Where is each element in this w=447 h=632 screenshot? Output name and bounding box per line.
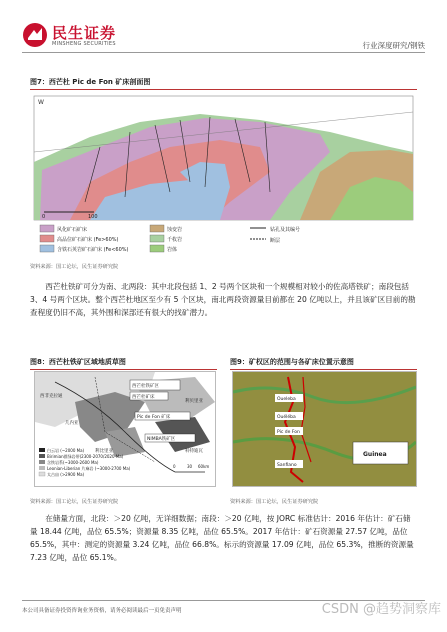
map9-label-1: Oueleba xyxy=(277,397,296,402)
report-type: 行业深度研究/钢铁 xyxy=(362,41,425,50)
map-scale-2: 60km xyxy=(198,464,210,469)
footer-disclaimer: 本公司具备证券投资咨询业务资格，请务必阅读最后一页免责声明 xyxy=(22,608,182,614)
cross-section-diagram xyxy=(30,92,417,257)
paragraph-2: 在储量方面，北段：＞20 亿吨，无详细数据；南段：＞20 亿吨，按 JORC 标准估计：2016 年估计：矿石储量 18.44 亿吨，品位 65.5%；资源量 8.35 亿吨，品位 65.5%。2017 年估计：矿石资源量 27.57 亿吨，品位 65.5%，其中：测定的资源量 3.24 亿吨，品位 66.8%。标示的资源量 17.09 亿吨，品位 65.3%，推断的资源量 7.23 亿吨，品位 65.1%。 xyxy=(30,514,414,562)
scale-label-0: 0 xyxy=(42,214,46,220)
figure9-title: 图9：矿权区的范围与各矿床位置示意图 xyxy=(230,358,354,366)
logo-mark-icon xyxy=(22,22,48,48)
map-label-0: 西芒杜铁矿区 xyxy=(132,384,159,389)
map-legend-3: Leonian-Liberian 片麻岩 (~3000-2700 Ma) xyxy=(47,466,131,471)
csdn-watermark: CSDN @趋势洞察库 xyxy=(321,602,441,617)
figure9-source: 资料来源：国工论坛，民生证券研究院 xyxy=(230,499,319,505)
figure9-title-rule xyxy=(230,369,417,370)
legend-extra-0: 钻孔及其编号 xyxy=(270,227,301,233)
map-label-6: 科特迪瓦 xyxy=(185,449,203,454)
figure7-source: 资料来源：国工论坛，民生证券研究院 xyxy=(30,264,119,270)
geology-map xyxy=(35,372,215,486)
figure8-title-rule xyxy=(30,369,217,370)
figure8-title: 图8：西芒杜铁矿区域地质草图 xyxy=(30,358,126,366)
map9-label-0: Guinea xyxy=(363,451,387,458)
legend-label-3: 蚀变岩 xyxy=(167,227,183,233)
legend-label-4: 千枚岩 xyxy=(167,237,183,243)
scale-label-100: 100 xyxy=(88,214,98,220)
map-label-1: 西芒杜矿床 xyxy=(132,395,155,400)
map9-label-4: Sanfiano xyxy=(277,463,297,468)
map-scale-0: 0 xyxy=(173,464,176,469)
map-legend-4: 太古宙 (>2900 Ma) xyxy=(47,472,85,477)
legend-label-2: 含铁石英岩矿石矿床 (Fe<60%) xyxy=(57,247,129,253)
legend-label-5: 岩体 xyxy=(167,247,178,253)
map-label-7: 几内亚 xyxy=(65,421,79,426)
compass-w-label: W xyxy=(38,99,44,106)
figure7-legend xyxy=(40,225,300,253)
legend-extra-1: 断层 xyxy=(270,238,281,244)
map-legend-2: 含铁岩系(~3000-2600 Ma) xyxy=(47,460,99,465)
figure7-title: 图7：西芒杜 Pic de Fon 矿床剖面图 xyxy=(30,78,151,86)
company-logo xyxy=(22,22,142,52)
map-label-8: 利比里亚 xyxy=(95,449,113,454)
map-label-3: 利贝里亚 xyxy=(185,399,203,404)
map9-label-3: Ouéléba xyxy=(277,415,296,420)
brand-name-cn: 民生证券 xyxy=(52,24,117,42)
page-header xyxy=(0,0,447,60)
map-legend-1: Birimian群绿岩带(2300-2070/2020 Ma) xyxy=(47,454,124,459)
figure7-cross-section xyxy=(30,92,417,257)
figure8-geology-map xyxy=(34,371,216,487)
map-label-2: Pic de Fon 矿床 xyxy=(137,415,171,420)
figure9-license-map xyxy=(232,371,417,487)
figure8-source: 资料来源：国工论坛，民生证券研究院 xyxy=(30,499,119,505)
legend-label-0: 风化矿石矿床 xyxy=(57,227,88,233)
brand-name-en: MINSHENG SECURITIES xyxy=(52,41,116,47)
map-label-4: 西非克拉通 xyxy=(40,394,63,399)
map9-label-2: Pic de Fon xyxy=(277,430,300,435)
map-scale-1: 30 xyxy=(187,464,193,469)
legend-label-1: 高品位矿石矿床 (Fe>60%) xyxy=(57,237,119,243)
map-label-5: NIMBA铁矿区 xyxy=(147,437,176,442)
paragraph-1: 西芒杜铁矿可分为南、北两段：其中北段包括 1、2 号两个区块和一个规模相对较小的佐高塔铁矿；南段包括 3、4 号两个区块。整个西芒杜地区至少有 5 个区块，南北两段资源量目前都在 20 亿吨以上，并且该矿区目前的勘查程度仍旧不高，其外围和深部还有很大的找矿潜力。 xyxy=(30,282,416,317)
header-divider xyxy=(22,52,425,53)
figure7-title-rule xyxy=(30,89,417,90)
map-legend-0: 白云岩 (~2000 Ma) xyxy=(47,448,85,453)
license-map xyxy=(233,372,416,486)
